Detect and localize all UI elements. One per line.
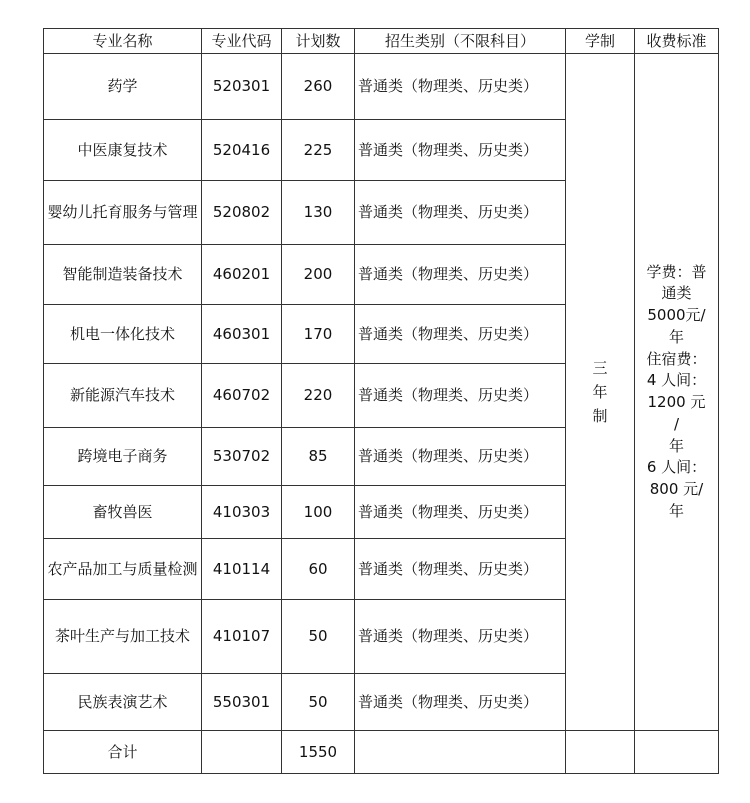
fee-cell [635, 54, 719, 731]
enroll-category: 普通类（物理类、历史类） [355, 539, 566, 600]
plan-count: 200 [282, 245, 355, 305]
header-name: 专业名称 [44, 29, 202, 54]
plan-count: 50 [282, 600, 355, 674]
fee-line-10: 6 人间： [646, 458, 707, 477]
major-code: 460301 [202, 305, 282, 364]
enroll-category: 普通类（物理类、历史类） [355, 245, 566, 305]
plan-count: 130 [282, 181, 355, 245]
xuezhi-char-2: 年 [592, 383, 608, 401]
fee-line-9: 年 [668, 436, 684, 455]
header-fee: 收费标准 [635, 29, 719, 54]
fee-line-7: 1200 元 [647, 393, 706, 411]
major-name: 跨境电子商务 [44, 428, 202, 486]
xuezhi-cell [566, 54, 635, 731]
major-name: 茶叶生产与加工技术 [44, 600, 202, 674]
table-row [44, 54, 719, 120]
plan-count: 100 [282, 486, 355, 539]
total-row [44, 731, 719, 774]
header-category: 招生类别（不限科目） [355, 29, 566, 54]
enroll-category: 普通类（物理类、历史类） [355, 674, 566, 731]
major-code: 460702 [202, 364, 282, 428]
header-code: 专业代码 [202, 29, 282, 54]
enroll-category: 普通类（物理类、历史类） [355, 428, 566, 486]
major-name: 智能制造装备技术 [44, 245, 202, 305]
enroll-category: 普通类（物理类、历史类） [355, 364, 566, 428]
major-code: 410114 [202, 539, 282, 600]
fee-line-6: 4 人间： [646, 371, 707, 390]
major-code: 410303 [202, 486, 282, 539]
major-name: 药学 [44, 54, 202, 120]
fee-line-2: 通类 [661, 284, 692, 303]
total-code-empty [202, 731, 282, 774]
major-name: 中医康复技术 [44, 120, 202, 181]
major-name: 新能源汽车技术 [44, 364, 202, 428]
enroll-category: 普通类（物理类、历史类） [355, 120, 566, 181]
fee-line-4: 年 [668, 327, 684, 346]
header-plan: 计划数 [282, 29, 355, 54]
major-code: 550301 [202, 674, 282, 731]
major-code: 460201 [202, 245, 282, 305]
xuezhi-char-1: 三 [592, 359, 608, 377]
fee-line-5: 住宿费： [646, 349, 707, 368]
fee-line-3: 5000元/ [647, 306, 706, 324]
fee-line-12: 年 [668, 501, 684, 520]
header-row [44, 29, 719, 54]
major-code: 520301 [202, 54, 282, 120]
enroll-category: 普通类（物理类、历史类） [355, 181, 566, 245]
major-name: 机电一体化技术 [44, 305, 202, 364]
enroll-category: 普通类（物理类、历史类） [355, 600, 566, 674]
plan-count: 225 [282, 120, 355, 181]
fee-line-8: / [673, 414, 680, 433]
total-label: 合计 [44, 731, 202, 774]
enroll-category: 普通类（物理类、历史类） [355, 305, 566, 364]
fee-line-11: 800 元/ [649, 480, 704, 498]
xuezhi-char-3: 制 [592, 407, 608, 425]
major-name: 农产品加工与质量检测 [44, 539, 202, 600]
enroll-category: 普通类（物理类、历史类） [355, 54, 566, 120]
plan-count: 85 [282, 428, 355, 486]
total-plan: 1550 [282, 731, 355, 774]
major-code: 410107 [202, 600, 282, 674]
major-code: 520416 [202, 120, 282, 181]
plan-count: 50 [282, 674, 355, 731]
plan-count: 220 [282, 364, 355, 428]
enroll-category: 普通类（物理类、历史类） [355, 486, 566, 539]
plan-count: 260 [282, 54, 355, 120]
major-code: 530702 [202, 428, 282, 486]
plan-count: 170 [282, 305, 355, 364]
fee-line-1: 学费：普 [646, 262, 707, 281]
major-name: 婴幼儿托育服务与管理 [44, 181, 202, 245]
total-fee-empty [635, 731, 719, 774]
total-xuezhi-empty [566, 731, 635, 774]
plan-count: 60 [282, 539, 355, 600]
total-category-empty [355, 731, 566, 774]
enrollment-plan-table [43, 28, 719, 774]
major-name: 畜牧兽医 [44, 486, 202, 539]
major-name: 民族表演艺术 [44, 674, 202, 731]
header-xuezhi: 学制 [566, 29, 635, 54]
major-code: 520802 [202, 181, 282, 245]
